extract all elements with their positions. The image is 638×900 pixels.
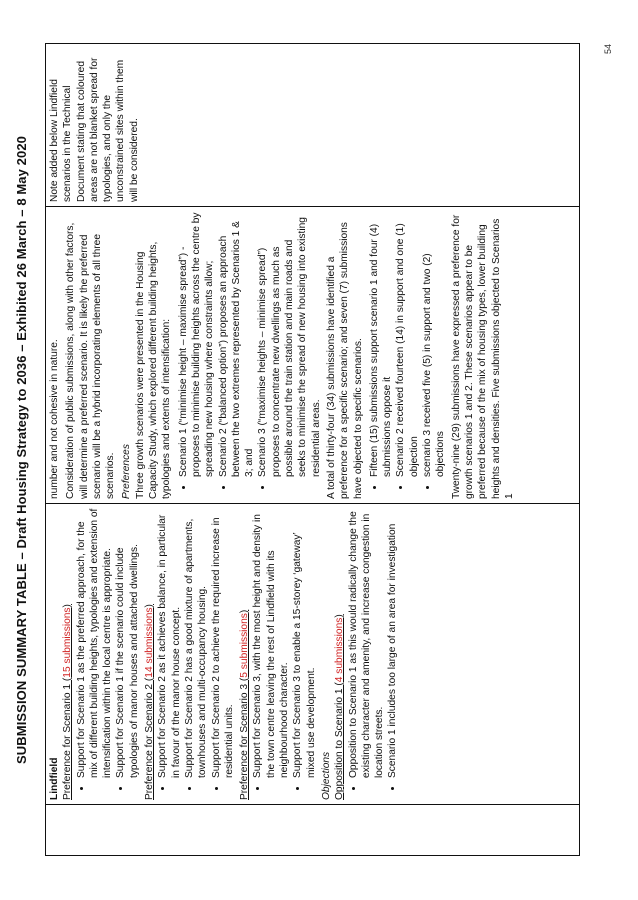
total-paragraph: A total of thirty-four (34) submissions have identified a preference for a specific scenario; and seven (7) submissions have objected to specific scenarios. xyxy=(325,222,364,499)
continued-text: number and not cohesive in nature. xyxy=(49,339,60,499)
scenario3-support-list xyxy=(251,508,317,800)
list-item: • Support for Scenario 3 to enable a 15-storey ‘gateway’ mixed use development. xyxy=(291,508,318,778)
list-item: • Scenario 1 includes too large of an area for investigation xyxy=(386,508,399,778)
outcome-note: Note added below Lindfield scenarios in the Technical Document stating that coloured areas are not blanket spread for typologies, and only the unconstrained sites within them will be considered. xyxy=(49,57,140,202)
submission-count: 4 submissions xyxy=(334,617,346,683)
list-item: • scenario 3 received five (5) in support and two (2) objections xyxy=(421,211,448,477)
preferences-label: Preferences xyxy=(121,444,133,499)
submission-count: 14 submissions xyxy=(144,607,156,678)
scenario2-preference-heading: Preference for Scenario 2 (14 submissions) xyxy=(144,604,156,800)
list-item: • Opposition to Scenario 1 as this would radically change the existing character and amenity, and increase congestion in location streets. xyxy=(347,508,387,778)
page-title: SUBMISSION SUMMARY TABLE – Draft Housing Strategy to 2036 – Exhibited 26 March – 8 May 2020 xyxy=(14,136,29,764)
list-item: • Fifteen (15) submissions support scenario 1 and four (4) submissions oppose it xyxy=(368,211,395,477)
page-number: 54 xyxy=(603,44,613,55)
list-item: • Support for Scenario 1 as the preferred approach, for the mix of different building heights, typologies and extension of intensification within the local centre is appropriate. xyxy=(75,508,115,778)
list-item: • Scenario 1 (“minimise height – maximise spread”) - proposes to minimise building heights across the centre by spreading new housing where constraints allow; xyxy=(177,211,217,477)
list-item: • Support for Scenario 1 if the scenario could include typologies of manor houses and attached dwellings. xyxy=(114,508,141,778)
submission-count: 15 submissions xyxy=(62,607,74,678)
list-item: • Support for Scenario 2 to achieve the required increase in residential units. xyxy=(210,508,237,778)
list-item: • Support for Scenario 2 as it achieves balance, in particular in favour of the manor house concept. xyxy=(156,508,183,778)
scenario1-preference-heading: Preference for Scenario 1 (15 submissions) xyxy=(62,604,74,800)
objections-label: Objections xyxy=(320,751,332,800)
final-paragraph: Twenty-nine (29) submissions have expressed a preference for growth scenarios 1 and 2. These scenarios appear to be preferred because of the mix of housing types, lower building heights and densities. Five submissions objected to Scenarios 1 xyxy=(450,214,515,499)
empty-number-cell xyxy=(46,805,580,856)
list-item: • Scenario 3 (“maximise heights – minimise spread”) proposes to concentrate new dwellings as much as possible around the train station and main roads and seeks to minimise the spread of new housing into existing residential areas. xyxy=(256,211,322,477)
scenario-description-list xyxy=(177,211,323,499)
response-cell xyxy=(46,207,580,504)
list-item: • Support for Scenario 3, with the most height and density in the town centre leaving the rest of Lindfield with its neighbourhood character. xyxy=(251,508,291,778)
intro-paragraph: Consideration of public submissions, along with other factors, will determine a preferred scenario. It is likely the preferred scenario will be a hybrid incorporating elements of all three scenarios. xyxy=(65,222,117,499)
scenario1-opposition-list xyxy=(347,508,400,800)
outcome-cell xyxy=(46,44,580,207)
location-heading: Lindfield xyxy=(49,757,60,800)
scenario2-support-list xyxy=(156,508,236,800)
scenario1-opposition-heading: Opposition to Scenario 1 (4 submissions) xyxy=(334,614,346,800)
submission-summary-table xyxy=(45,43,580,856)
scenario1-support-list xyxy=(75,508,141,800)
list-item: • Scenario 2 (“balanced option”) proposes an approach between the two extremes represented by Scenarios 1 & 3; and xyxy=(217,211,257,477)
submission-count: 5 submissions xyxy=(239,613,251,678)
table-row xyxy=(46,44,580,856)
list-item: • Support for Scenario 2 has a good mixture of apartments, townhouses and multi-occupancy housing. xyxy=(183,508,210,778)
issues-cell xyxy=(46,504,580,805)
scenarios-paragraph: Three growth scenarios were presented in the Housing Capacity Study, which explored different building heights, typologies and extents of intensification: xyxy=(134,241,173,499)
list-item: • Scenario 2 received fourteen (14) in support and one (1) objection xyxy=(394,211,421,477)
submission-count-list xyxy=(368,211,448,499)
scenario3-preference-heading: Preference for Scenario 3 (5 submissions) xyxy=(239,609,251,800)
